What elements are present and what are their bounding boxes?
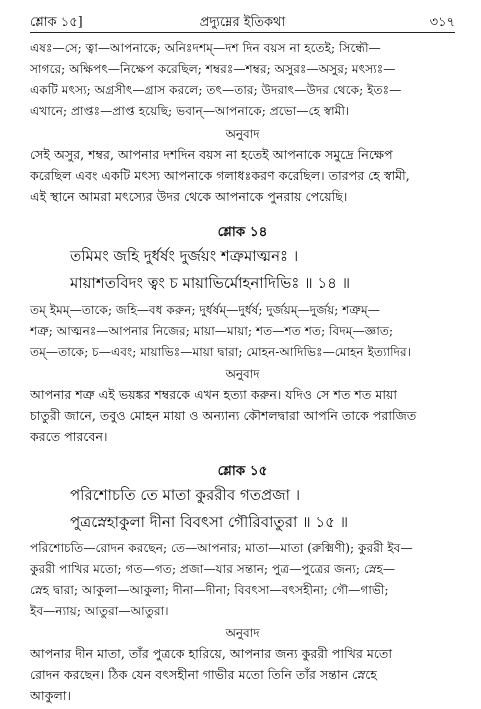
verse-line: পুত্রস্নেহাকুলা দীনা বিবৎসা গৌরিবাতুরা ॥ ১৫ ॥ [70,513,349,531]
verse-line: পরিশোচতি তে মাতা কুররীব গতপ্রজা । [70,486,301,504]
synonym-line: কুররী পাখির মতো; গত—গত; প্রজা—যার সন্তান; পুত্র—পুত্রের জন্য; স্নেহ— [30,562,396,576]
translation-line: সেই অসুর, শম্বর, আপনার দশদিন বয়স না হতেই আপনাকে সমুদ্রে নিক্ষেপ [30,147,393,162]
translation-line: আপনার দীন মাতা, তাঁর পুত্রকে হারিয়ে, আপনার জন্য কুররী পাখির মতো [30,646,393,661]
verse-title: শ্লোক ১৪ [217,224,268,240]
verse-line: তমিমং জহি দুর্ধর্ষং দুর্জয়ং শত্রুমাত্মনঃ । [70,247,299,265]
synonym-line: স্নেহ দ্বারা; আকুলা—আকুলা; দীনা—দীনা; বিবৎসা—বৎসহীনা; গৌ—গাভী; [30,583,389,597]
verse-line: মায়াশতবিদং ত্বং চ মায়াভির্মোহনাদিভিঃ ॥ ১৪ ॥ [70,274,351,292]
translation-line: আপনার শত্রু এই ভয়ঙ্কর শম্বরকে এখন হত্যা করুন। যদিও সে শত শত মায়া [30,387,398,402]
synonym-line: তম্—তাকে; চ—এবং; মায়াভিঃ—মায়া দ্বারা; মোহন-আদিভিঃ—মোহন ইত্যাদির। [30,345,412,359]
translation-line: রোদন করছেন। ঠিক যেন বৎসহীনা গাভীর মতো তিনি তাঁর সন্তান স্নেহে [30,667,377,682]
verse-title: শ্লোক ১৫ [217,463,268,479]
translation-line: করতে পারবেন। [30,429,108,444]
page-header [30,10,455,33]
synonym-line: এখানে; প্রাপ্তঃ—প্রাপ্ত হয়েছি; ভবান্—আপনাকে; প্রভো—হে স্বামী। [30,104,350,118]
synonym-line: পরিশোচতি—রোদন করছেন; তে—আপনার; মাতা—মাতা (রুক্মিণী); কুররী ইব— [30,541,413,555]
synonym-line: তম্ ইমম্—তাকে; জহি—বধ করুন; দুর্ধর্ষম্—দুর্ধর্ষ; দুর্জয়ম্—দুর্জয়; শত্রুম্— [30,303,380,317]
translation-heading: অনুবাদ [225,626,260,640]
synonym-line: শত্রু; আত্মনঃ—আপনার নিজের; মায়া—মায়া; শত—শত শত; বিদম্—জ্ঞাত; [30,324,394,338]
header-chapter-title: প্রদ্যুম্নের ইতিকথা [199,15,286,30]
header-verse-ref: শ্লোক ১৫] [30,15,83,30]
synonym-line: এষঃ—সে; ত্বা—আপনাকে; অনিঃদশম্—দশ দিন বয়স না হতেই; সিন্ধৌ— [30,41,381,55]
translation-line: এই স্থানে আমরা মৎস্যের উদর থেকে আপনাকে পুনরায় পেয়েছি। [30,189,348,204]
translation-line: চাতুরী জানে, তবুও মোহন মায়া ও অন্যান্য কৌশলদ্বারা আপনি তাকে পরাজিত [30,408,417,423]
translation-heading: অনুবাদ [225,127,260,141]
synonym-line: সাগরে; অক্ষিপৎ—নিক্ষেপ করেছিল; শম্বরঃ—শম্বর; অসুরঃ—অসুর; মৎস্যঃ— [30,62,396,76]
translation-heading: অনুবাদ [225,367,260,381]
synonym-line: ইব—ন্যায়; আতুরা—আতুরা। [30,604,169,618]
translation-line: করেছিল এবং একটি মৎস্য আপনাকে গলাধঃকরণ করেছিল। তারপর হে স্বামী, [30,168,410,183]
translation-line: আকুলা। [30,688,72,703]
synonym-line: একটি মৎস্য; অগ্রসীৎ—গ্রাস করলে; তৎ—তার; উদরাৎ—উদর থেকে; ইতঃ— [30,83,402,97]
header-page-number: ৩১৭ [429,15,455,30]
